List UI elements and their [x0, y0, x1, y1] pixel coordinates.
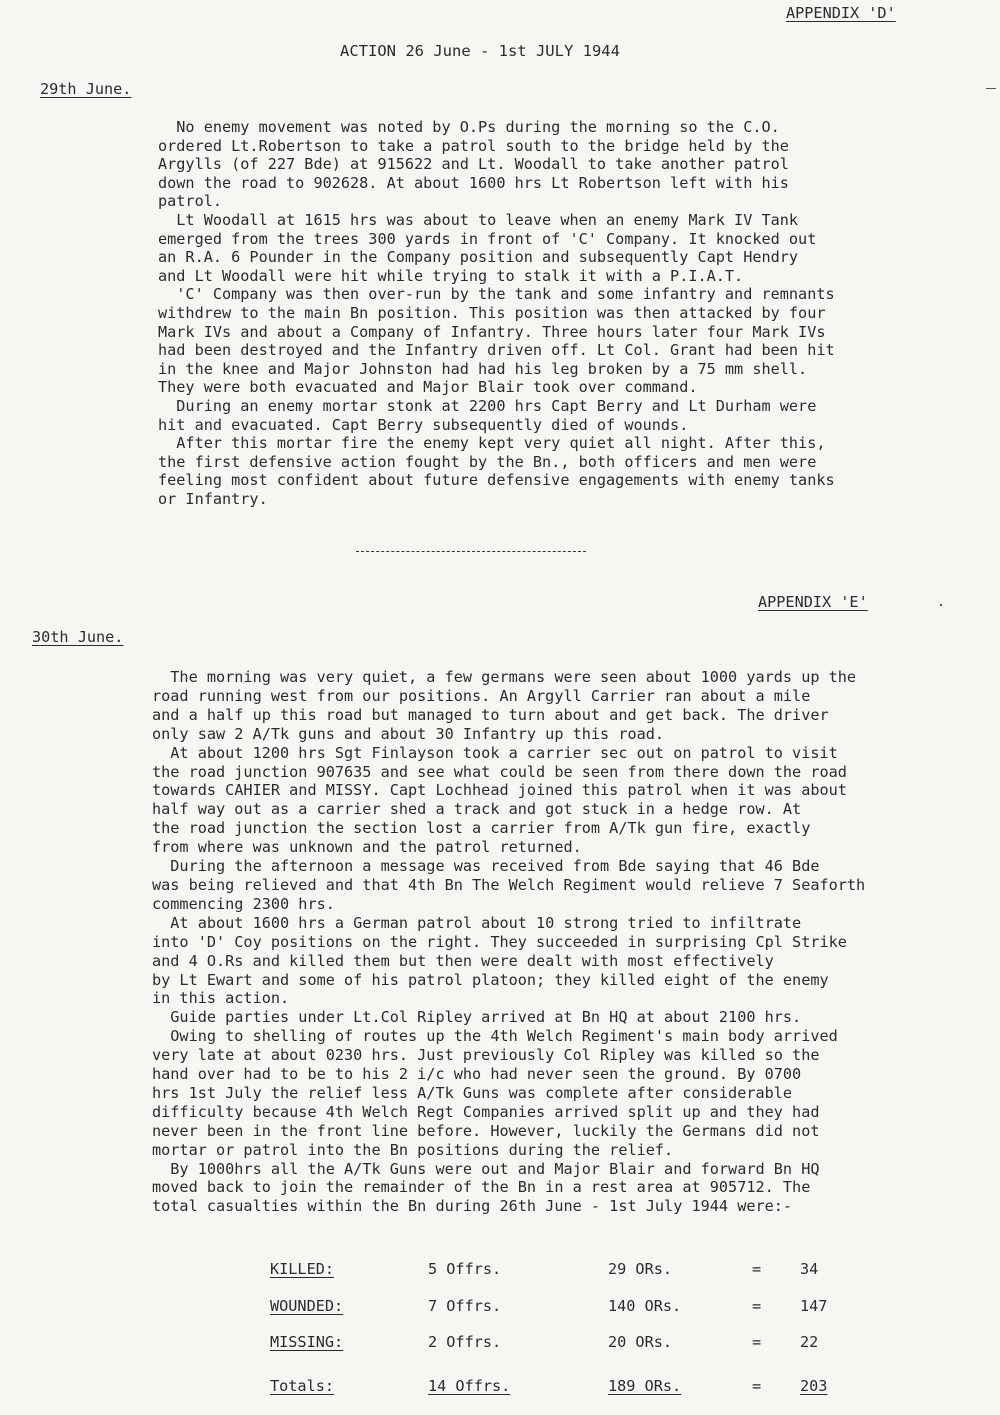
section2-body — [152, 668, 952, 1216]
casualty-label: Totals: — [270, 1377, 335, 1395]
text-line: the road junction 907635 and see what could be seen from there down the road — [152, 762, 847, 781]
text-line: No enemy movement was noted by O.Ps during the morning so the C.O. — [158, 118, 780, 136]
text-line: They were both evacuated and Major Blair took over command. — [158, 378, 698, 397]
text-line: from where was unknown and the patrol returned. — [152, 838, 582, 857]
text-line: difficulty because 4th Welch Regt Companies arrived split up and they had — [152, 1102, 820, 1121]
text-line: and a half up this road but managed to turn about and get back. The driver — [152, 705, 829, 724]
text-line: At about 1600 hrs a German patrol about 10 strong tried to infiltrate — [152, 913, 802, 932]
text-line: and 4 O.Rs and killed them but then were dealt with most effectively — [152, 951, 774, 970]
casualty-eq: = — [752, 1297, 762, 1315]
casualty-row — [270, 1260, 850, 1282]
casualty-total: 203 — [800, 1377, 828, 1395]
casualty-label: WOUNDED: — [270, 1297, 344, 1315]
casualty-row — [270, 1333, 850, 1355]
text-line: ordered Lt.Robertson to take a patrol south to the bridge held by the — [158, 136, 789, 155]
casualty-eq: = — [752, 1260, 762, 1278]
text-line: or Infantry. — [158, 489, 268, 508]
text-line: Guide parties under Lt.Col Ripley arrived at Bn HQ at about 2100 hrs. — [152, 1008, 802, 1027]
text-line: and Lt Woodall were hit while trying to stalk it with a P.I.A.T. — [158, 266, 744, 285]
text-line: the road junction the section lost a carrier from A/Tk gun fire, exactly — [152, 819, 811, 838]
text-line: Mark IVs and about a Company of Infantry. Three hours later four Mark IVs — [158, 322, 826, 341]
text-line: The morning was very quiet, a few germans were seen about 1000 yards up the — [152, 668, 857, 686]
text-line: feeling most confident about future defensive engagements with enemy tanks — [158, 471, 835, 490]
section-divider — [356, 551, 586, 552]
text-line: mortar or patrol into the Bn positions during the relief. — [152, 1140, 674, 1159]
text-line: total casualties within the Bn during 26th June - 1st July 1944 were:- — [152, 1197, 793, 1216]
casualty-offrs: 14 Offrs. — [428, 1377, 511, 1395]
casualty-offrs: 7 Offrs. — [428, 1297, 502, 1315]
section1-date: 29th June. — [40, 80, 132, 98]
appendix-d-label: APPENDIX 'D' — [786, 4, 896, 22]
section1-body — [158, 118, 958, 508]
text-line: only saw 2 A/Tk guns and about 30 Infantry up this road. — [152, 724, 665, 743]
casualty-ors: 29 ORs. — [608, 1260, 673, 1278]
text-line: very late at about 0230 hrs. Just previously Col Ripley was killed so the — [152, 1046, 820, 1065]
text-line: Lt Woodall at 1615 hrs was about to leave when an enemy Mark IV Tank — [158, 210, 799, 229]
text-line: had been destroyed and the Infantry driven off. Lt Col. Grant had been hit — [158, 341, 835, 360]
text-line: an R.A. 6 Pounder in the Company position and subsequently Capt Hendry — [158, 248, 799, 267]
section2-date: 30th June. — [32, 628, 124, 646]
text-line: by Lt Ewart and some of his patrol platoon; they killed eight of the enemy — [152, 970, 829, 989]
casualty-ors: 20 ORs. — [608, 1333, 673, 1351]
appendix-e-label: APPENDIX 'E' — [758, 593, 868, 611]
text-line: in the knee and Major Johnston had had his leg broken by a 75 mm shell. — [158, 359, 808, 378]
text-line: hit and evacuated. Capt Berry subsequently died of wounds. — [158, 415, 689, 434]
casualty-ors: 140 ORs. — [608, 1297, 682, 1315]
document-title: ACTION 26 June - 1st JULY 1944 — [340, 42, 620, 60]
text-line: never been in the front line before. However, luckily the Germans did not — [152, 1121, 820, 1140]
text-line: in this action. — [152, 989, 290, 1008]
text-line: road running west from our positions. An Argyll Carrier ran about a mile — [152, 686, 811, 705]
text-line: into 'D' Coy positions on the right. They succeeded in surprising Cpl Strike — [152, 932, 847, 951]
text-line: towards CAHIER and MISSY. Capt Lochhead joined this patrol when it was about — [152, 781, 847, 800]
margin-mark — [940, 604, 942, 606]
text-line: emerged from the trees 300 yards in front of 'C' Company. It knocked out — [158, 229, 817, 248]
text-line: commencing 2300 hrs. — [152, 894, 335, 913]
text-line: By 1000hrs all the A/Tk Guns were out and Major Blair and forward Bn HQ — [152, 1159, 820, 1178]
casualty-total: 34 — [800, 1260, 819, 1278]
casualty-eq: = — [752, 1377, 762, 1395]
text-line: was being relieved and that 4th Bn The Welch Regiment would relieve 7 Seaforth — [152, 875, 866, 894]
margin-mark — [986, 88, 996, 89]
text-line: hrs 1st July the relief less A/Tk Guns was complete after considerable — [152, 1083, 793, 1102]
casualty-offrs: 5 Offrs. — [428, 1260, 502, 1278]
text-line: down the road to 902628. At about 1600 hrs Lt Robertson left with his — [158, 173, 789, 192]
text-line: 'C' Company was then over-run by the tank and some infantry and remnants — [158, 285, 835, 304]
casualty-ors: 189 ORs. — [608, 1377, 682, 1395]
text-line: patrol. — [158, 192, 223, 211]
casualty-total: 147 — [800, 1297, 828, 1315]
casualty-row — [270, 1377, 850, 1399]
casualty-eq: = — [752, 1333, 762, 1351]
text-line: moved back to join the remainder of the Bn in a rest area at 905712. The — [152, 1178, 811, 1197]
text-line: Argylls (of 227 Bde) at 915622 and Lt. Woodall to take another patrol — [158, 155, 789, 174]
text-line: Owing to shelling of routes up the 4th Welch Regiment's main body arrived — [152, 1027, 838, 1046]
text-line: After this mortar fire the enemy kept very quiet all night. After this, — [158, 434, 826, 453]
text-line: withdrew to the main Bn position. This position was then attacked by four — [158, 303, 826, 322]
casualty-offrs: 2 Offrs. — [428, 1333, 502, 1351]
casualty-total: 22 — [800, 1333, 819, 1351]
casualty-row — [270, 1297, 850, 1319]
text-line: half way out as a carrier shed a track and got stuck in a hedge row. At — [152, 800, 802, 819]
text-line: During an enemy mortar stonk at 2200 hrs Capt Berry and Lt Durham were — [158, 396, 817, 415]
text-line: At about 1200 hrs Sgt Finlayson took a carrier sec out on patrol to visit — [152, 743, 838, 762]
casualty-label: MISSING: — [270, 1333, 344, 1351]
casualty-label: KILLED: — [270, 1260, 335, 1278]
text-line: the first defensive action fought by the Bn., both officers and men were — [158, 452, 817, 471]
text-line: During the afternoon a message was received from Bde saying that 46 Bde — [152, 857, 820, 876]
text-line: hand over had to be to his 2 i/c who had never seen the ground. By 0700 — [152, 1065, 802, 1084]
